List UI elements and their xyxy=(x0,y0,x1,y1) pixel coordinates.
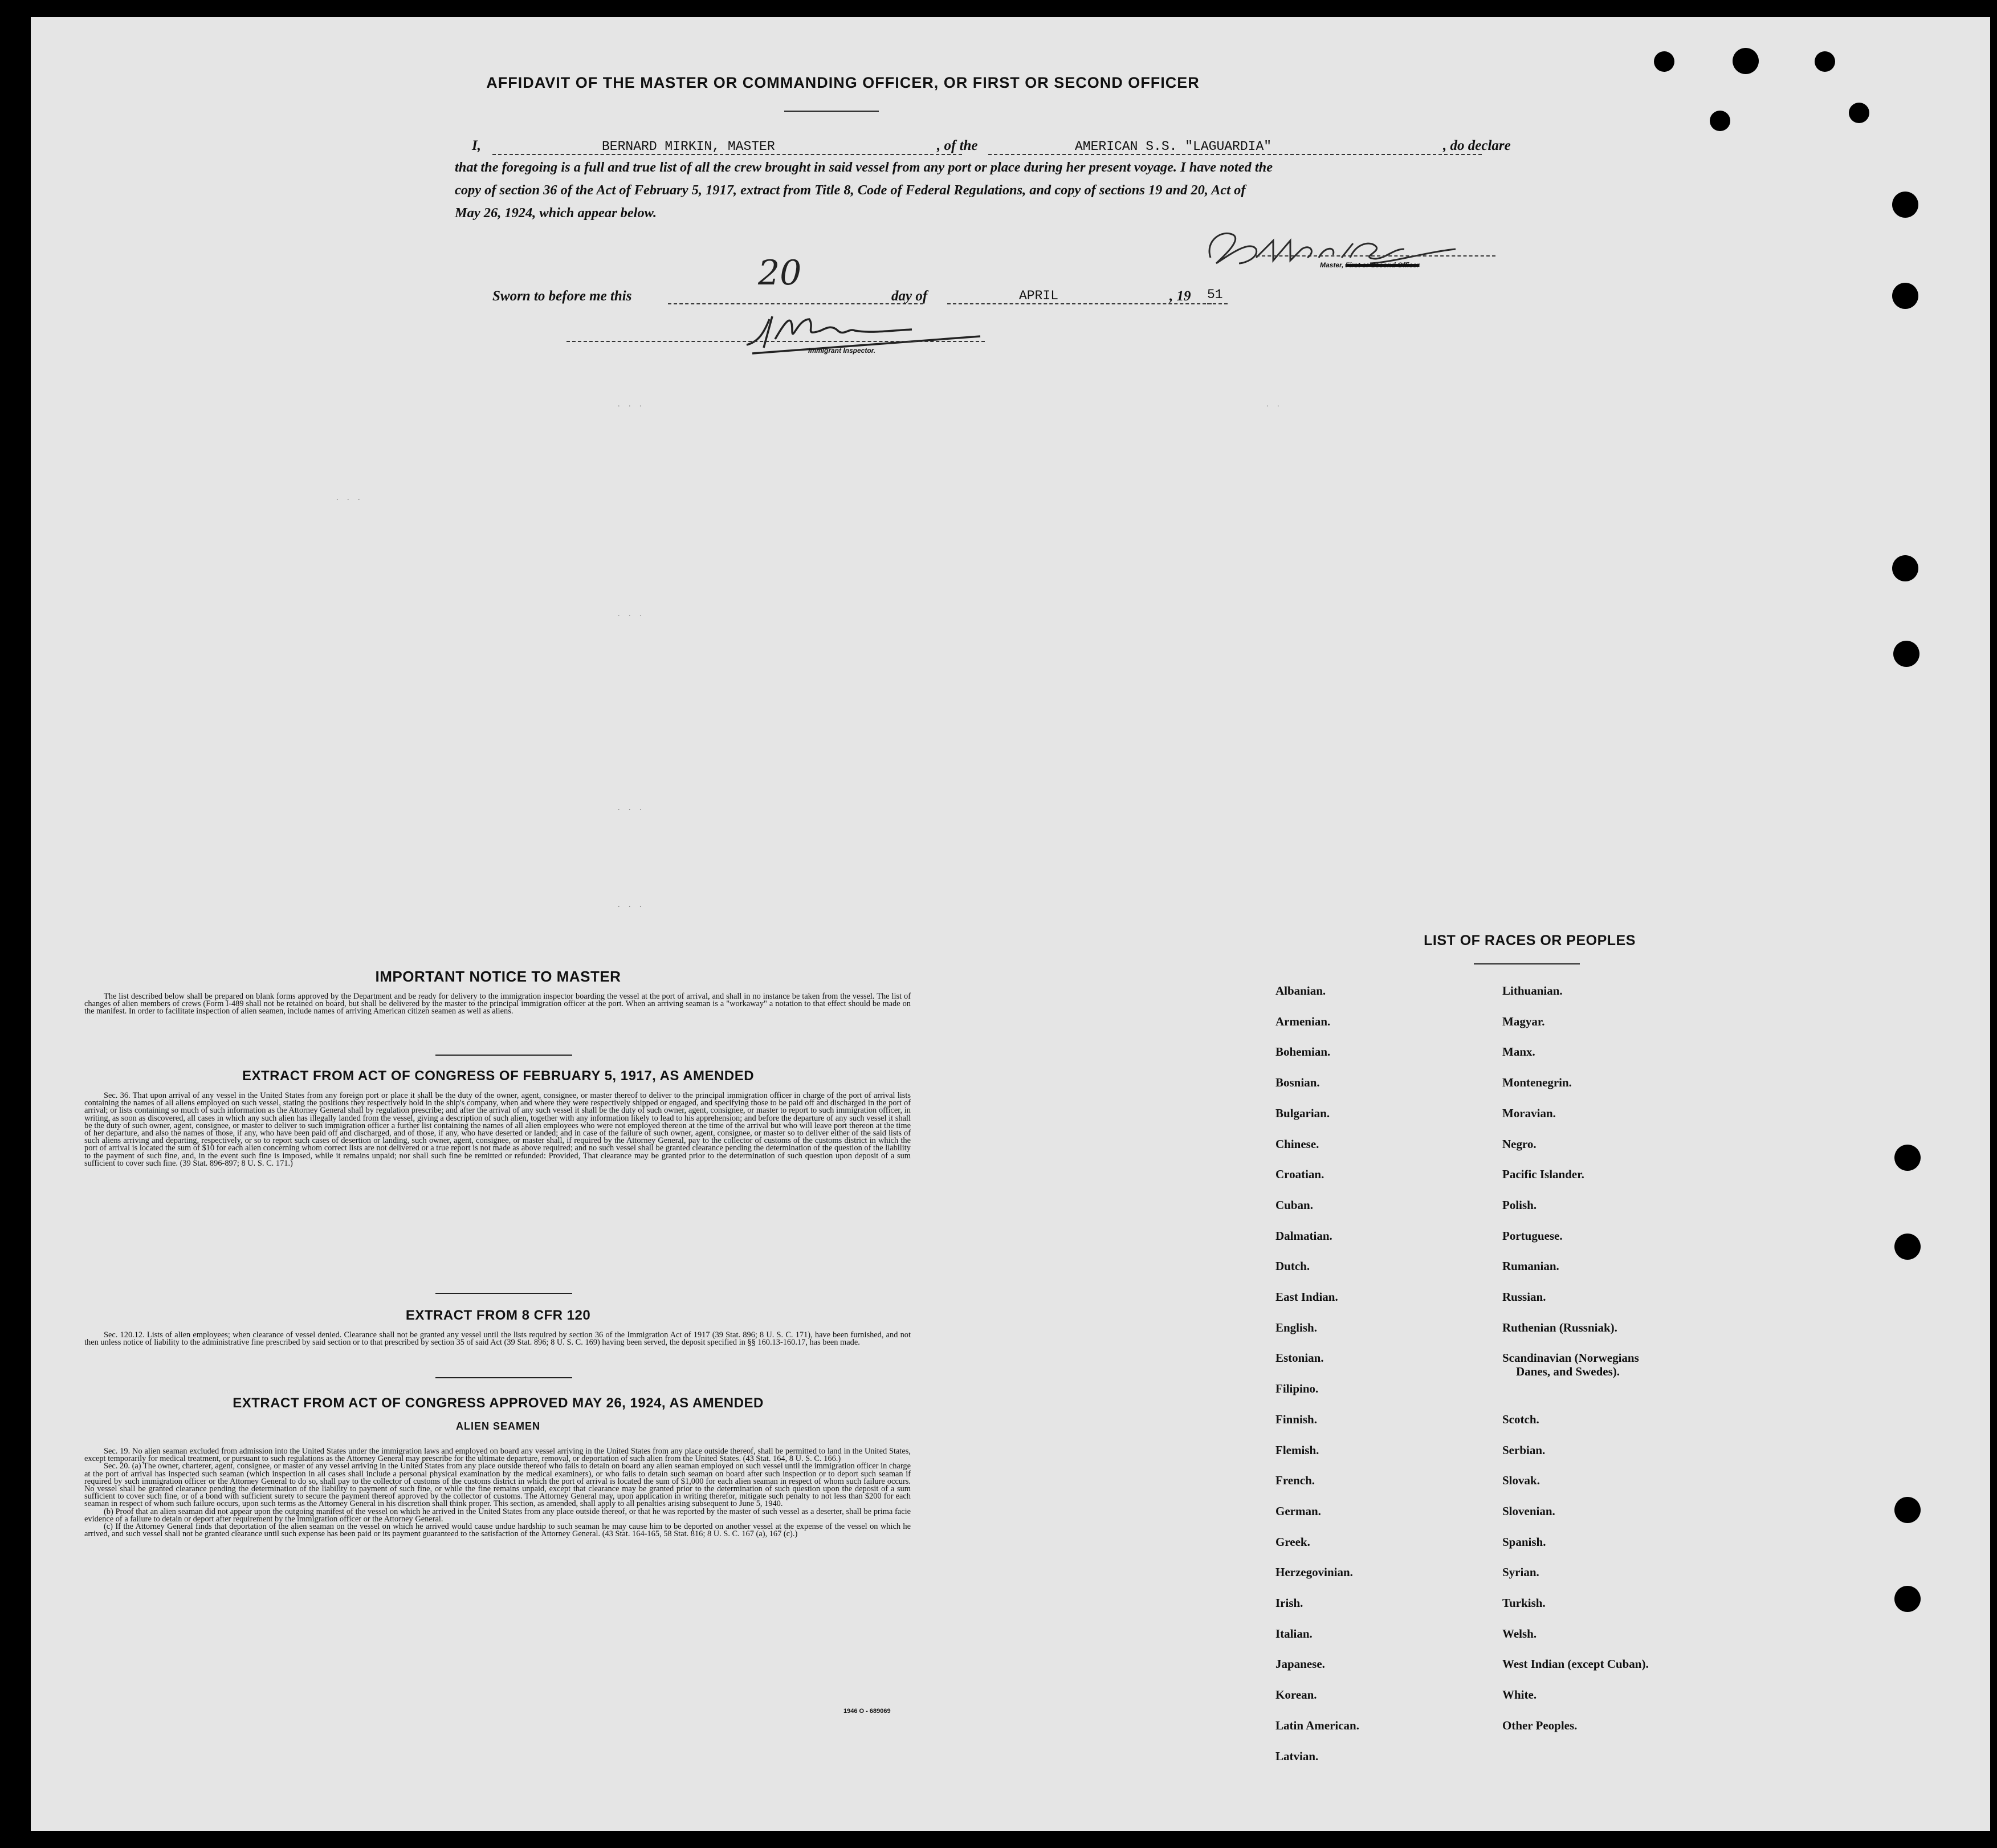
race-item: Lithuanian. xyxy=(1502,984,1563,998)
race-item: Danes, and Swedes). xyxy=(1516,1365,1620,1379)
sworn-day-line xyxy=(668,303,923,304)
race-item: Herzegovinian. xyxy=(1275,1565,1353,1580)
race-item: Slovenian. xyxy=(1502,1504,1555,1518)
document-page xyxy=(31,17,1990,1831)
race-item: White. xyxy=(1502,1688,1537,1702)
punch-hole xyxy=(1893,641,1919,667)
race-item: Bohemian. xyxy=(1275,1045,1331,1059)
vessel-name: AMERICAN S.S. "LAGUARDIA" xyxy=(1075,139,1272,154)
race-item: Welsh. xyxy=(1502,1626,1537,1641)
race-item: Albanian. xyxy=(1275,984,1326,998)
race-item: Latvian. xyxy=(1275,1749,1319,1763)
year-prefix: , 19 xyxy=(1169,288,1191,304)
inspector-line xyxy=(567,341,985,342)
faint-marks: . . . xyxy=(618,901,645,909)
punch-hole xyxy=(1815,51,1835,72)
extract-1917-title: EXTRACT FROM ACT OF CONGRESS OF FEBRUARY 5, 1917, AS AMENDED xyxy=(242,1068,755,1084)
race-item: Latin American. xyxy=(1275,1718,1359,1732)
year-line xyxy=(1207,303,1228,304)
race-item: Bosnian. xyxy=(1275,1076,1320,1090)
race-item: Finnish. xyxy=(1275,1412,1317,1426)
race-item: Scotch. xyxy=(1502,1412,1539,1426)
race-item: Slovak. xyxy=(1502,1473,1540,1488)
punch-hole xyxy=(1894,1234,1921,1260)
race-item: Korean. xyxy=(1275,1688,1317,1702)
punch-hole xyxy=(1892,555,1918,581)
race-item: Moravian. xyxy=(1502,1106,1556,1120)
race-item: Dutch. xyxy=(1275,1259,1310,1273)
race-item: Montenegrin. xyxy=(1502,1076,1572,1090)
affidavit-line-4: May 26, 1924, which appear below. xyxy=(455,205,657,221)
affidavit-i: I, xyxy=(472,138,481,153)
extract-1924-subtitle: ALIEN SEAMEN xyxy=(455,1420,540,1432)
races-title-underline xyxy=(1474,963,1580,964)
race-item: Chinese. xyxy=(1275,1137,1319,1151)
race-item: Bulgarian. xyxy=(1275,1106,1330,1120)
punch-hole xyxy=(1710,111,1730,131)
punch-hole xyxy=(1894,1145,1921,1171)
faint-marks: . . . xyxy=(618,400,645,409)
race-item: Scandinavian (Norwegians xyxy=(1502,1351,1639,1365)
faint-marks: . . . xyxy=(336,494,364,502)
punch-hole xyxy=(1892,283,1918,309)
do-declare-label: , do declare xyxy=(1443,138,1511,153)
sworn-day: 20 xyxy=(758,253,802,293)
race-item: Rumanian. xyxy=(1502,1259,1559,1273)
master-signature-line xyxy=(1256,255,1495,257)
punch-hole xyxy=(1894,1586,1921,1612)
print-code: 1946 O - 689069 xyxy=(843,1708,891,1715)
race-item: Flemish. xyxy=(1275,1443,1319,1457)
race-item: Pacific Islander. xyxy=(1502,1167,1584,1182)
race-item: Other Peoples. xyxy=(1502,1718,1578,1732)
master-signature xyxy=(1188,218,1507,280)
signature-caption: Master, First or Second Officer xyxy=(1320,261,1420,269)
punch-hole xyxy=(1849,103,1869,123)
race-item: Irish. xyxy=(1275,1596,1303,1610)
race-item: Portuguese. xyxy=(1502,1228,1563,1243)
race-item: French. xyxy=(1275,1473,1315,1488)
extract-cfr-title: EXTRACT FROM 8 CFR 120 xyxy=(405,1308,591,1323)
master-name-line xyxy=(492,154,962,155)
faint-marks: . . . xyxy=(618,610,645,618)
sworn-label: Sworn to before me this xyxy=(492,288,632,304)
inspector-caption: Immigrant Inspector. xyxy=(808,347,876,355)
race-item: West Indian (except Cuban). xyxy=(1502,1657,1649,1671)
race-item: Russian. xyxy=(1502,1290,1546,1304)
punch-hole xyxy=(1892,192,1918,218)
punch-hole xyxy=(1654,51,1674,72)
race-item: Syrian. xyxy=(1502,1565,1539,1580)
race-item: English. xyxy=(1275,1320,1317,1334)
race-item: Spanish. xyxy=(1502,1534,1546,1549)
notice-title: IMPORTANT NOTICE TO MASTER xyxy=(375,968,621,985)
faint-marks: . . . xyxy=(618,804,645,812)
race-item: Serbian. xyxy=(1502,1443,1546,1457)
affidavit-title: AFFIDAVIT OF THE MASTER OR COMMANDING OFFICER, OR FIRST OR SECOND OFFICER xyxy=(486,74,1200,91)
title-underline xyxy=(784,111,879,112)
section-divider xyxy=(435,1055,572,1056)
punch-hole xyxy=(1733,48,1759,74)
race-item: Greek. xyxy=(1275,1534,1310,1549)
race-item: Polish. xyxy=(1502,1198,1537,1212)
section-divider xyxy=(435,1293,572,1294)
race-item: Filipino. xyxy=(1275,1382,1319,1396)
notice-body: The list described below shall be prepared on blank forms approved by the Department and be ready for delivery to the immigration inspector boarding the vessel at the port of arrival, and shall in no instance be taken from the vessel. The list of changes of alien members of crews (Form I-489 shall not be retained on board, but shall be delivered by the master to the principal immigration officer at the port. When an arriving seaman is a "workaway" a notation to that effect should be made on the manifest. In order to facilitate inspection of alien seamen, include names of arriving American citizen seamen as well as aliens. xyxy=(84,992,911,1016)
race-item: Turkish. xyxy=(1502,1596,1546,1610)
vessel-line xyxy=(988,154,1482,155)
affidavit-line-2: that the foregoing is a full and true list of all the crew brought in said vessel from any port or place during her present voyage. I have noted the xyxy=(455,160,1273,175)
race-item: Negro. xyxy=(1502,1137,1537,1151)
race-item: Estonian. xyxy=(1275,1351,1324,1365)
extract-1924-body: Sec. 19. No alien seaman excluded from admission into the United States under the immigration laws and employed on board any vessel arriving in the United States from any place outside thereof, shall be permitted to land in the United States, except temporarily for medical treatment, or pursuant to such regulations as the Attorney General may prescribe for the ultimate departure, removal, or deportation of such alien from the United States. (43 Stat. 164, 8 U. S. C. 166.) Sec. 20. (a) The owner, charterer, agent, consignee, or master of any vessel arriving in the United States from any place outside thereof who fails to detain on board any alien seaman employed on such vessel until the immigration officer in charge at the port of arrival has inspected such seaman (which inspection in all cases shall include a personal physical examination by the medical examiners), or who fails to detain such seaman on board after such inspection or to deport such seaman if required by such immigration officer or the Attorney General to do so, shall pay to the collector of customs of the customs district in which the port of arrival is located the sum of $1,000 for each alien seaman in respect of whom such failure occurs. No vessel shall be granted clearance pending the determination of the liability to payment of such fine, or while the fine remains unpaid, except that clearance may be granted prior to the determination of such question upon the deposit of a sum sufficient to cover such fine, or of a bond with sufficient surety to secure the payment thereof approved by the collector of customs. The Attorney General may, upon application in writing therefor, mitigate such penalty to not less than $200 for each seaman in respect of whom such failure occurs, upon such terms as the Attorney General in his discretion shall think proper. This section, as amended, shall apply to all penalties arising subsequent to June 5, 1940. (b) Proof that an alien seaman did not appear upon the outgoing manifest of the vessel on which he arrived in the United States from any place outside thereof, or that he was reported by the master of such vessel as a deserter, shall be prima facie evidence of a failure to detain or deport after requirement by the immigration officer or the Attorney General. (c) If the Attorney General finds that deportation of the alien seaman on the vessel on which he arrived would cause undue hardship to such seaman he may cause him to be deported on another vessel at the expense of the vessel on which he arrived, and such vessel shall not be granted clearance until such expense has been paid or its payment guaranteed to the satisfaction of the Attorney General. (43 Stat. 164-165, 58 Stat. 816; 8 U. S. C. 167 (a), 167 (c).) xyxy=(84,1447,911,1539)
section-divider xyxy=(435,1377,572,1378)
punch-hole xyxy=(1894,1497,1921,1523)
master-name: BERNARD MIRKIN, MASTER xyxy=(602,139,775,154)
race-item: Cuban. xyxy=(1275,1198,1313,1212)
race-item: Manx. xyxy=(1502,1045,1535,1059)
race-item: Armenian. xyxy=(1275,1014,1331,1028)
affidavit-line-3: copy of section 36 of the Act of February 5, 1917, extract from Title 8, Code of Federal Regulations, and copy of sections 19 and 20, Act of xyxy=(455,182,1246,198)
of-the-label: , of the xyxy=(937,138,978,153)
day-of-label: day of xyxy=(891,288,928,304)
struck-officer-label: First or Second Officer xyxy=(1345,261,1420,269)
race-item: Japanese. xyxy=(1275,1657,1325,1671)
race-item: Ruthenian (Russniak). xyxy=(1502,1320,1617,1334)
race-item: Dalmatian. xyxy=(1275,1228,1332,1243)
sworn-month: APRIL xyxy=(1019,288,1059,303)
extract-1917-body: Sec. 36. That upon arrival of any vessel in the United States from any foreign port or place it shall be the duty of the owner, agent, consignee, or master thereof to deliver to the principal immigration officer in charge of the port of arrival lists containing the names of all aliens employed on such vessel, stating the positions they respectively hold in the ship's company, when and where they were respectively shipped or engaged, and specifying those to be paid off and discharged in the port of arrival; or lists containing so much of such information as the Attorney General shall by regulation prescribe; and after the arrival of any such vessel it shall be the duty of such owner, agent, consignee, or master to report to such immigration officer, in writing, as soon as discovered, all cases in which any such alien has illegally landed from the vessel, giving a description of such alien, together with any information likely to lead to his apprehension; and before the departure of any such vessel it shall be the duty of such owner, agent, consignee, or master to deliver to such immigration officer a further list containing the names of all alien employees who were not employed thereon at the time of the arrival but who will leave port thereon at the time of her departure, and also the names of those, if any, who have been paid off and discharged, and of those, if any, who have deserted or landed; and in case of the failure of such owner, agent, consignee, or master so to deliver either of the said lists of such aliens arriving and departing, respectively, or so to report such cases of desertion or landing, such owner, agent, consignee, or master shall, if required by the Attorney General, pay to the collector of customs of the customs district in which the port of arrival is located the sum of $10 for each alien concerning whom correct lists are not delivered or a true report is not made as above required; and no such vessel shall be granted clearance pending the determination of the question of the liability to the payment of such fine, and, in the event such fine is imposed, while it remains unpaid; nor shall such fine be remitted or refunded: Provided, That clearance may be granted prior to the determination of such question upon deposit of a sum sufficient to cover such fine. (39 Stat. 896-897; 8 U. S. C. 171.) xyxy=(84,1091,911,1168)
race-item: Italian. xyxy=(1275,1626,1313,1641)
sworn-year: 51 xyxy=(1207,287,1223,302)
race-item: German. xyxy=(1275,1504,1321,1518)
extract-1924-title: EXTRACT FROM ACT OF CONGRESS APPROVED MAY 26, 1924, AS AMENDED xyxy=(233,1395,764,1411)
races-title: LIST OF RACES OR PEOPLES xyxy=(1424,933,1636,949)
extract-cfr-body: Sec. 120.12. Lists of alien employees; when clearance of vessel denied. Clearance shall not be granted any vessel until the lists required by section 36 of the Immigration Act of 1917 (39 Stat. 896; 8 U. S. C. 171), have been furnished, and not then unless notice of liability to the administrative fine prescribed by said section or to that prescribed by section 35 of said Act (39 Stat. 896; 8 U. S. C. 169) having been served, the deposit specified in §§ 160.13-160.17, has been made. xyxy=(84,1330,911,1348)
race-item: Magyar. xyxy=(1502,1014,1545,1028)
race-item: East Indian. xyxy=(1275,1290,1338,1304)
faint-marks: . . xyxy=(1266,400,1283,409)
race-item: Croatian. xyxy=(1275,1167,1324,1182)
